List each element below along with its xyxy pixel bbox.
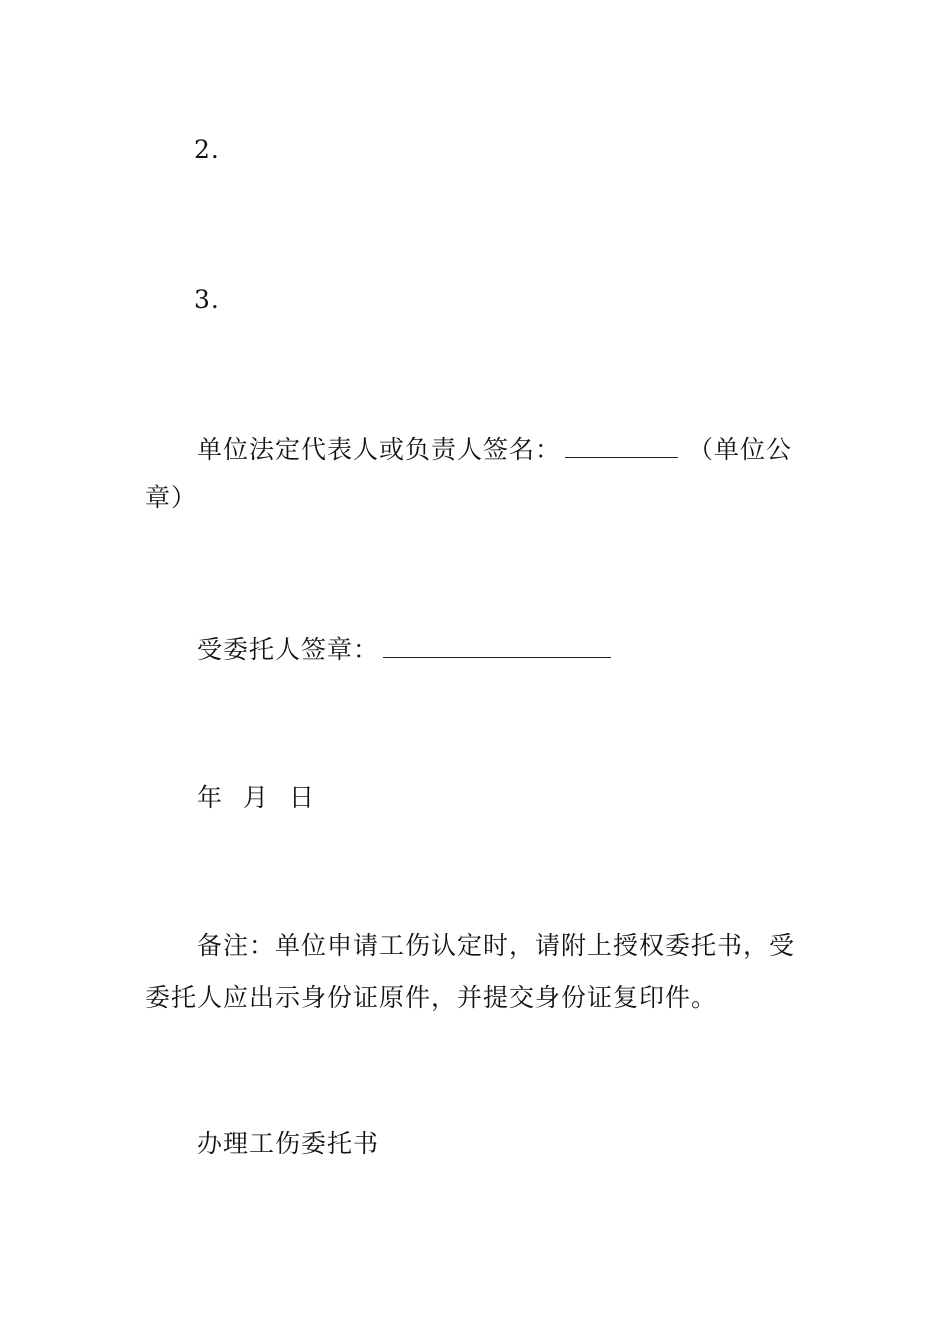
date-day: 日 (289, 783, 316, 812)
date-line (197, 774, 315, 822)
unit-seal-continuation: 章） (145, 483, 198, 512)
trustee-label: 受委托人签章： (197, 635, 380, 664)
trustee-signature-blank[interactable] (383, 633, 611, 658)
unit-rep-label: 单位法定代表人或负责人签名： (197, 435, 562, 464)
trustee-signature-line (197, 626, 611, 674)
unit-signature-line (197, 426, 792, 474)
note-line-2: 委托人应出示身份证原件，并提交身份证复印件。 (145, 983, 718, 1012)
list-item-3: 3. (194, 285, 220, 314)
unit-seal-label: （单位公 (688, 435, 793, 464)
date-month: 月 (243, 783, 270, 812)
list-item-2: 2. (194, 135, 220, 164)
date-year: 年 (197, 783, 224, 812)
section-heading: 办理工伤委托书 (197, 1129, 380, 1158)
note-line-1: 备注：单位申请工伤认定时，请附上授权委托书，受 (197, 931, 796, 960)
unit-signature-blank[interactable] (565, 433, 678, 458)
